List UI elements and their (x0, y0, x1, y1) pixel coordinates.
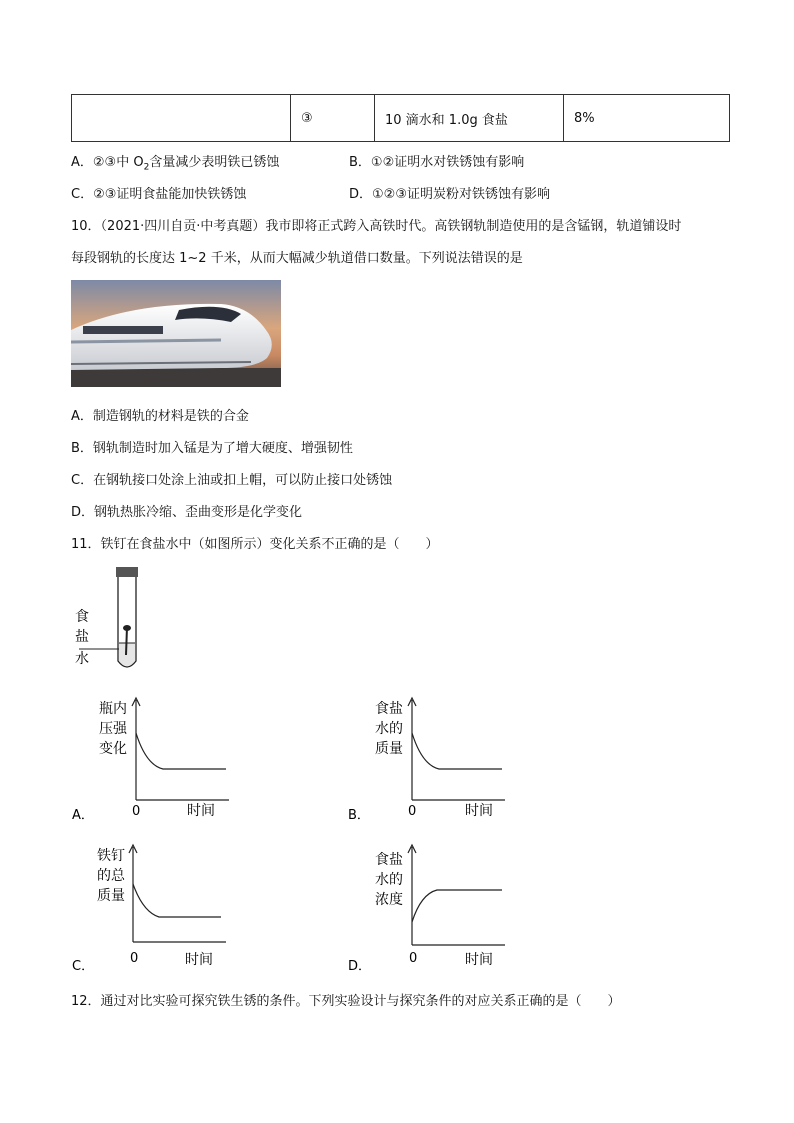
chart-c-origin: 0 (130, 951, 139, 966)
chart-a-letter: A． (72, 808, 94, 823)
table-cell: ③ (291, 95, 375, 142)
q10-stem-line2: 每段钢轨的长度达 1~2 千米，从而大幅减少轨道借口数量。下列说法错误的是 (71, 251, 523, 266)
experiment-table (71, 94, 730, 142)
chart-b (347, 695, 517, 825)
chart-c (71, 842, 241, 972)
q10-stem-line1: 10．（2021·四川自贡·中考真题）我市即将正式跨入高铁时代。高铁钢轨制造使用的是含锰钢，轨道铺设时 (71, 219, 682, 234)
chart-d (347, 842, 517, 972)
chart-a-origin: 0 (132, 804, 141, 819)
chart-b-ylabel-1: 食盐 (375, 701, 403, 717)
chart-b-ylabel-3: 质量 (375, 741, 403, 757)
table-cell: 10 滴水和 1.0g 食盐 (375, 95, 564, 142)
q12-stem: 12．通过对比实验可探究铁生锈的条件。下列实验设计与探究条件的对应关系正确的是（ ） (71, 994, 621, 1009)
chart-c-xlabel: 时间 (185, 952, 213, 968)
chart-b-origin: 0 (408, 804, 417, 819)
chart-a-ylabel-3: 变化 (99, 741, 127, 757)
test-tube-figure (71, 565, 151, 675)
tube-label-3: 水 (75, 651, 89, 667)
high-speed-train-image (71, 280, 281, 387)
q9-option-b: B．①②证明水对铁锈蚀有影响 (349, 155, 525, 170)
chart-b-ylabel-2: 水的 (375, 721, 403, 737)
chart-c-ylabel-1: 铁钉 (97, 848, 125, 864)
q9-option-d: D．①②③证明炭粉对铁锈蚀有影响 (349, 187, 550, 202)
q10-option-d: D．钢轨热胀冷缩、歪曲变形是化学变化 (71, 505, 303, 520)
q11-stem: 11．铁钉在食盐水中（如图所示）变化关系不正确的是（ ） (71, 537, 439, 552)
chart-a-ylabel-1: 瓶内 (99, 701, 127, 717)
q10-option-b: B．钢轨制造时加入锰是为了增大硬度、增强韧性 (71, 441, 353, 456)
q10-option-c: C．在钢轨接口处涂上油或扣上帽，可以防止接口处锈蚀 (71, 473, 393, 488)
chart-d-ylabel-2: 水的 (375, 872, 403, 888)
q9-option-c: C．②③证明食盐能加快铁锈蚀 (71, 187, 247, 202)
tube-label-1: 食 (75, 609, 89, 625)
chart-c-letter: C． (72, 959, 95, 972)
chart-c-ylabel-2: 的总 (97, 868, 125, 884)
chart-a-xlabel: 时间 (187, 803, 215, 819)
q10-option-a: A．制造钢轨的材料是铁的合金 (71, 409, 249, 424)
chart-d-origin: 0 (409, 951, 418, 966)
chart-d-ylabel-1: 食盐 (375, 852, 403, 868)
chart-c-ylabel-3: 质量 (97, 888, 125, 904)
chart-b-letter: B． (348, 808, 370, 823)
chart-d-letter: D． (348, 959, 372, 972)
q9-option-a: A．②③中 $O_2$含量减少表明铁已锈蚀 (71, 155, 280, 173)
chart-a (71, 695, 241, 825)
table-cell (72, 95, 291, 142)
table-cell: 8% (564, 95, 730, 142)
chart-b-xlabel: 时间 (465, 803, 493, 819)
table-row (72, 95, 730, 142)
chart-d-xlabel: 时间 (465, 952, 493, 968)
chart-a-ylabel-2: 压强 (99, 721, 127, 737)
tube-label-2: 盐 (75, 629, 89, 645)
chart-d-ylabel-3: 浓度 (375, 892, 403, 908)
